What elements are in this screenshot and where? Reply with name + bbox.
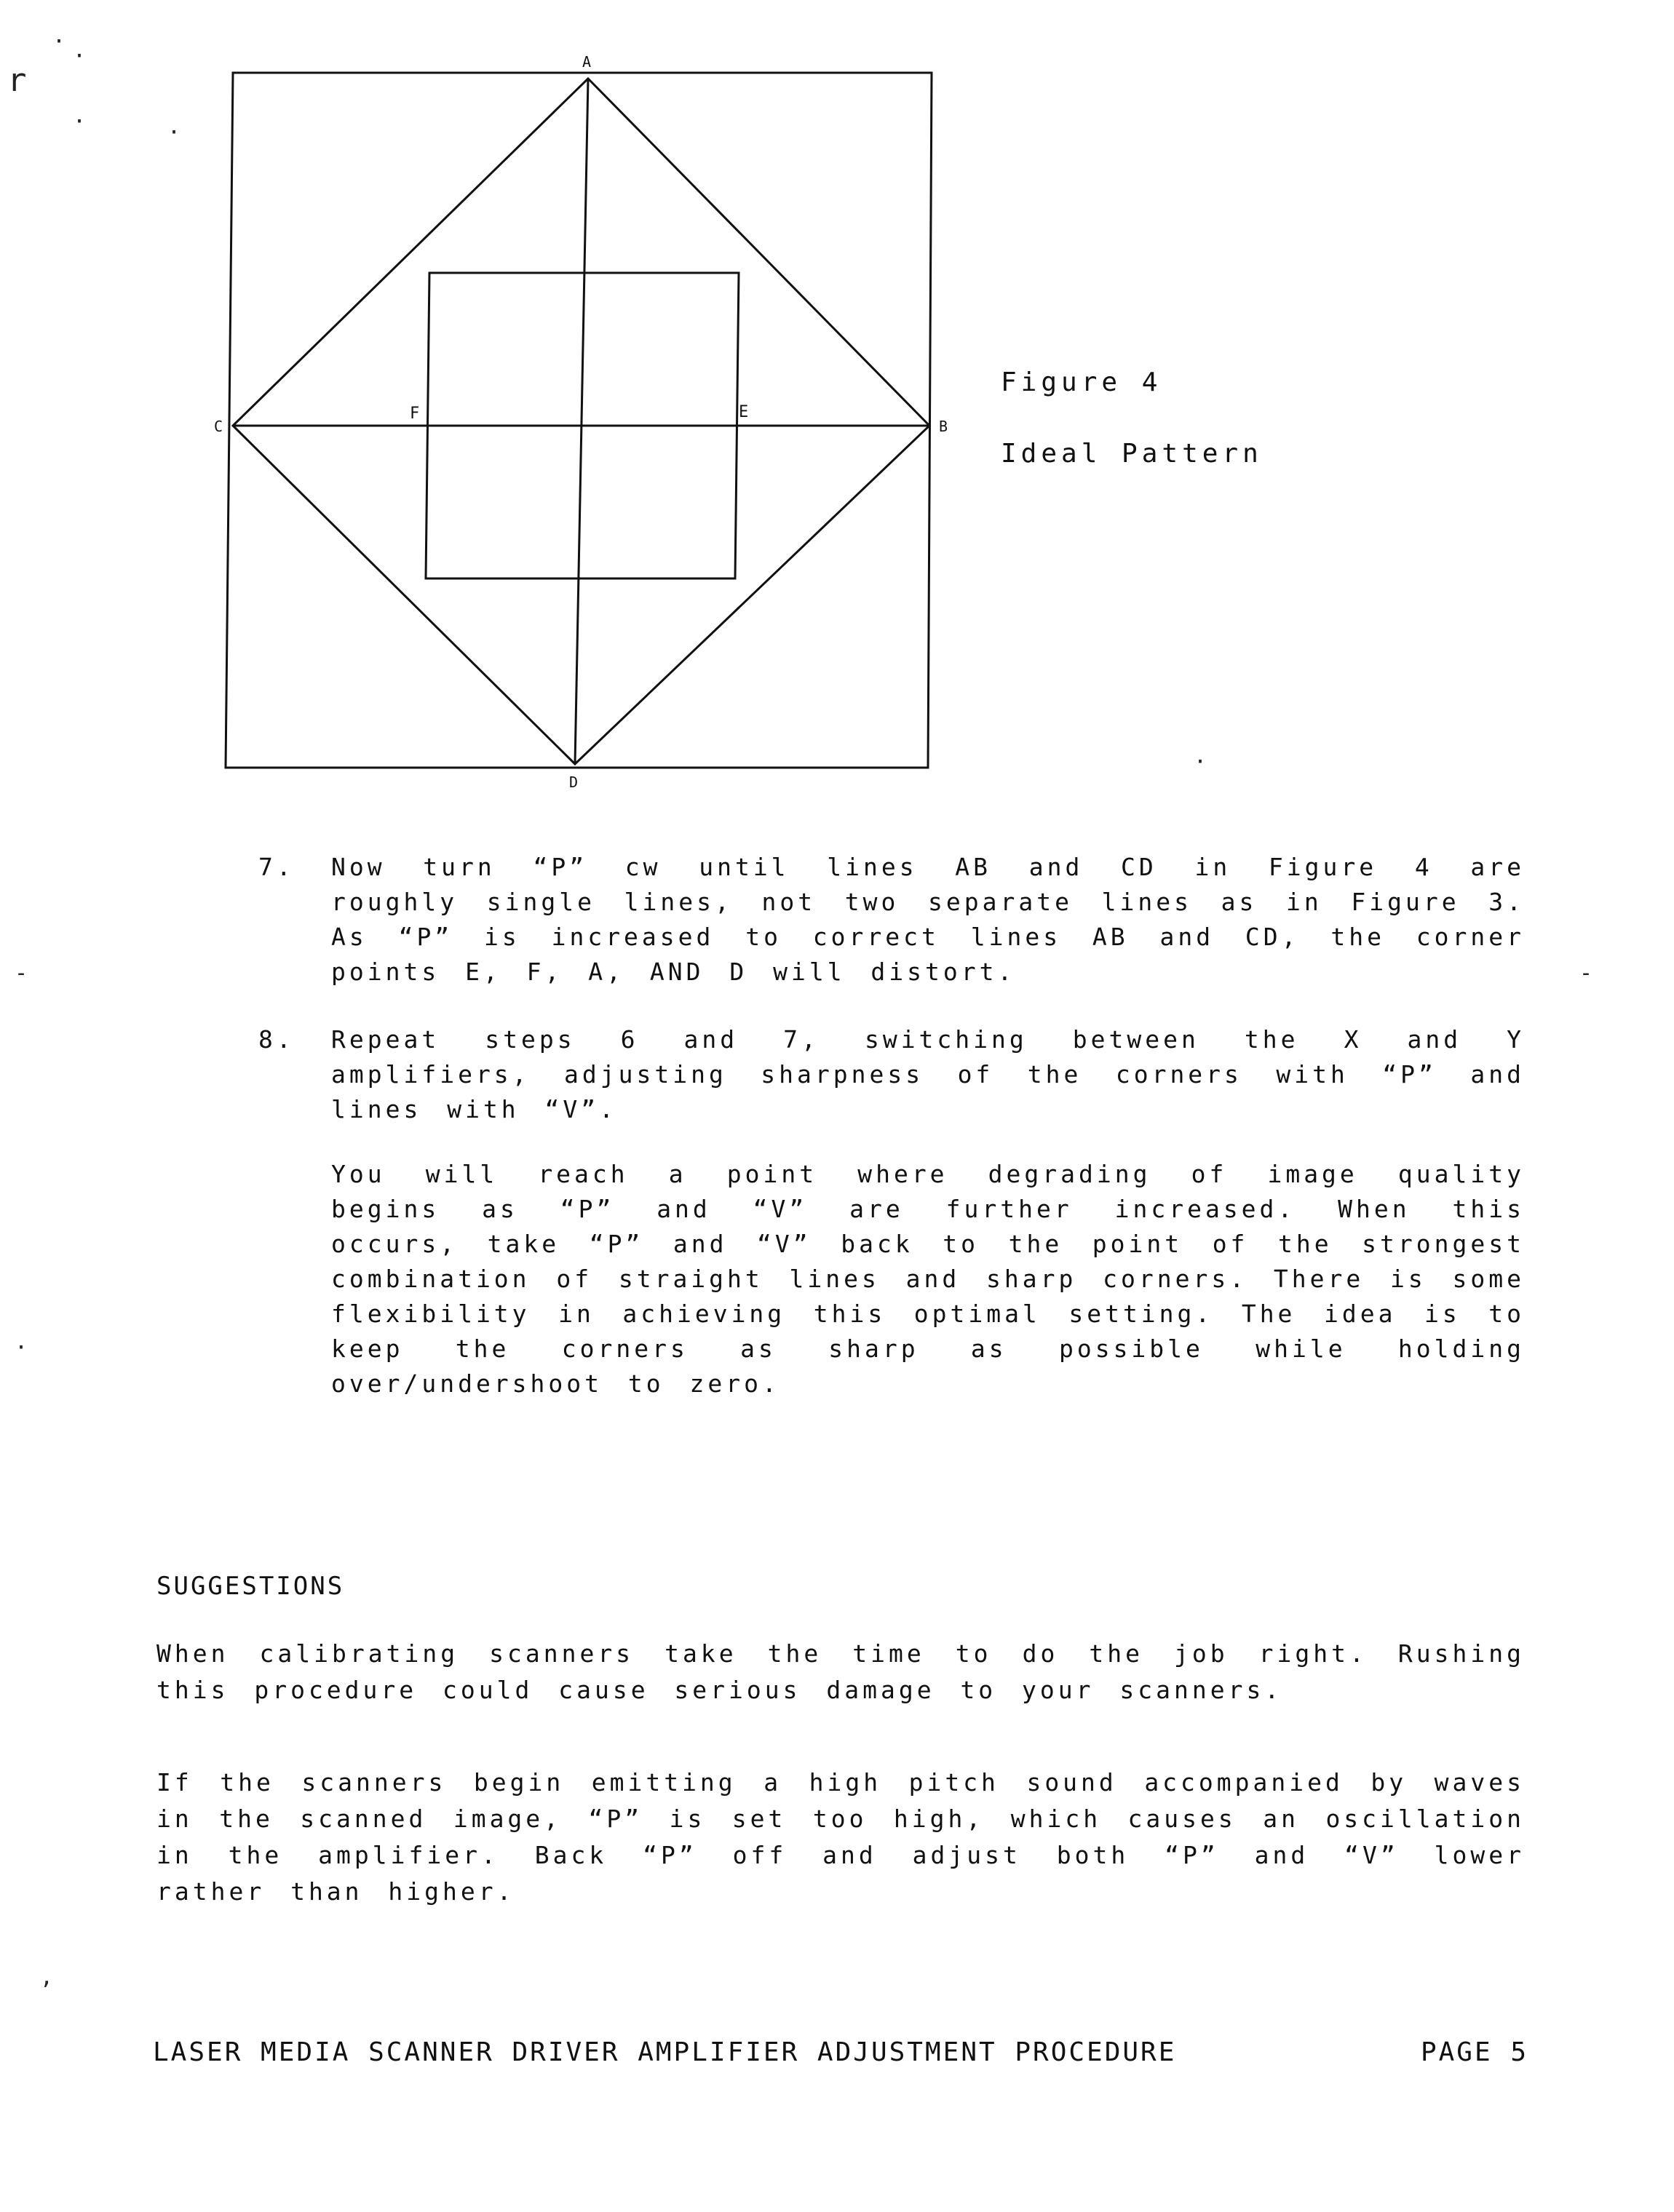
suggestions-heading: SUGGESTIONS xyxy=(156,1572,345,1601)
figure-4-diagram xyxy=(204,51,961,808)
page-number: PAGE 5 xyxy=(1420,2037,1528,2067)
note-paragraph: You will reach a point where degrading of image quality begins as “P” and “V” are further increased. When this occurs, take “P” and “V” back to the point of the strongest combination of straight lines and sharp corners. There is some flexibility in achieving this optimal setting. The idea is to keep the corners as sharp as possible while holding over/undershoot to zero. xyxy=(331,1160,1525,1398)
step-text: Repeat steps 6 and 7, switching between the X and Y amplifiers, adjusting sharpness of the corners with “P” and lines with “V”. xyxy=(331,1025,1525,1123)
scan-mark: - xyxy=(15,960,28,986)
scan-mark: · xyxy=(52,29,66,55)
suggestions-paragraph-1: When calibrating scanners take the time to do the job right. Rushing this procedure could cause serious damage to your scanners. xyxy=(156,1639,1525,1704)
step-7 xyxy=(258,850,1525,990)
scan-mark: · xyxy=(167,120,181,146)
footer-title: LASER MEDIA SCANNER DRIVER AMPLIFIER ADJUSTMENT PROCEDURE xyxy=(153,2037,1177,2067)
scan-mark: · xyxy=(1194,749,1207,775)
label-b: B xyxy=(939,418,948,435)
scan-mark: · xyxy=(15,1335,28,1361)
scan-mark: · xyxy=(73,109,87,135)
scan-mark: · xyxy=(73,44,87,69)
label-a: A xyxy=(582,53,592,71)
label-e: E xyxy=(739,403,749,421)
page-footer xyxy=(153,2037,1528,2067)
outer-square xyxy=(226,73,932,768)
scan-mark: r xyxy=(7,62,27,99)
scan-mark: - xyxy=(1579,960,1593,986)
suggestions-paragraph-2: If the scanners begin emitting a high pitch sound accompanied by waves in the scanned image, “P” is set too high, which causes an oscillation in the amplifier. Back “P” off and adjust both “P” and “V” lower rather than higher. xyxy=(156,1768,1525,1906)
label-c: C xyxy=(214,418,223,435)
figure-caption-title: Ideal Pattern xyxy=(1001,439,1263,469)
step-8 xyxy=(258,1022,1525,1127)
label-d: D xyxy=(569,773,579,791)
line-vertical-ad xyxy=(575,79,588,764)
step-number: 7. xyxy=(258,853,295,881)
scan-mark: , xyxy=(40,1965,54,1990)
figure-caption-number: Figure 4 xyxy=(1001,367,1162,397)
step-number: 8. xyxy=(258,1025,295,1054)
step-text: Now turn “P” cw until lines AB and CD in Figure 4 are roughly single lines, not two separate lines as in Figure 3. As “P” is increased to correct lines AB and CD, the corner points E, F, A, AND D will distort. xyxy=(331,853,1525,986)
label-f: F xyxy=(410,405,420,423)
